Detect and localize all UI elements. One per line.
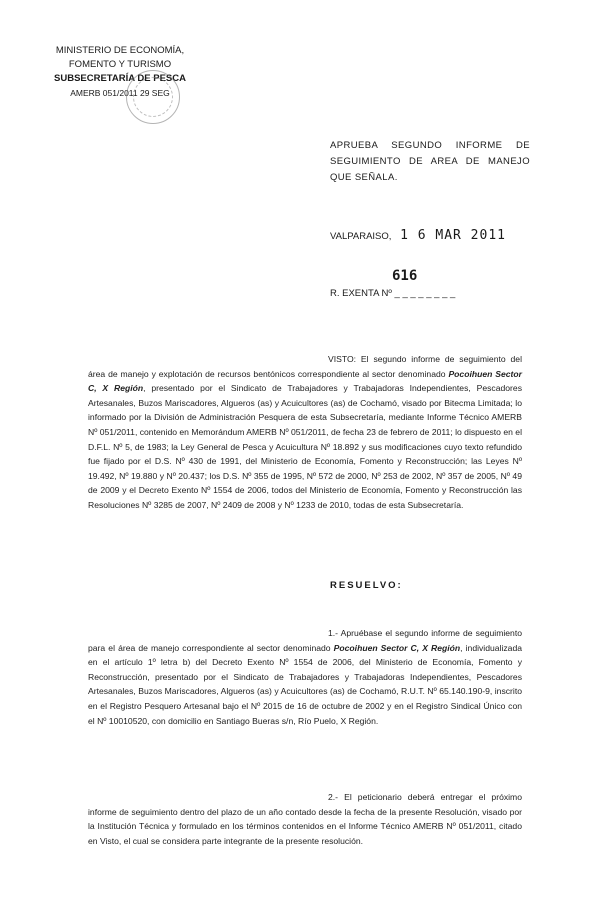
resuelvo-heading: RESUELVO: [330, 580, 403, 591]
official-seal-stamp [126, 70, 180, 124]
visto-place: Pocoihuen Sector C, X Región [88, 368, 522, 394]
date-line [330, 228, 506, 243]
point-1-lead: 1.- [328, 628, 339, 638]
resolution-number: 616 [392, 268, 418, 284]
header-ministry-2: FOMENTO Y TURISMO [68, 59, 172, 70]
header-subsecretaria: SUBSECRETARÍA DE PESCA [54, 73, 186, 84]
point-1-paragraph [88, 626, 522, 728]
resolution-dashes: _ _ _ _ _ _ _ _ [394, 288, 456, 299]
resolution-number-line [330, 268, 456, 299]
header-reference: AMERB 051/2011 29 SEG [70, 88, 170, 98]
point-2-paragraph [88, 790, 522, 848]
resolution-subject: APRUEBA SEGUNDO INFORME DE SEGUIMIENTO DE AREA DE MANEJO QUE SEÑALA. [330, 140, 530, 183]
date-city: VALPARAISO, [330, 231, 392, 242]
point-2-text-1: El peticionario deberá entregar el próximo informe de seguimiento dentro del plazo de un año contado desde la fecha de la presente Resolución, visado por la Institución Técnica y formulado en los términos contenidos en el Informe Técnico AMERB Nº 051/2011, citado en Visto, el cual se considera parte integrante de la presente resolución. [88, 792, 522, 846]
resolution-label: R. EXENTA Nº _ _ _ _ _ _ _ _ [330, 288, 456, 299]
point-2-lead: 2.- [328, 792, 339, 802]
date-stamp: 1 6 MAR 2011 [400, 228, 506, 243]
point-1-text-1: Apruébase el segundo informe de seguimiento para el área de manejo correspondiente al sector denominado [88, 628, 522, 653]
visto-text-2: , presentado por el Sindicato de Trabajadores y Trabajadoras Independientes, Pescadores Artesanales, Buzos Mariscadores, Algueros (as) y Acuicultores (as) de Cochamó, visado por Bitecma Limitada; lo informado por la División de Administración Pesquera de esta Subsecretaría, mediante Informe Técnico AMERB Nº 051/2011, contenido en Memorándum AMERB Nº 051/2011, de fecha 23 de febrero de 2011; lo dispuesto en el D.F.L. Nº 5, de 1983; la Ley General de Pesca y Acuicultura Nº 18.892 y sus modificaciones cuyo texto refundido fue fijado por el D.S. Nº 430 de 1991, del Ministerio de Economía, Fomento y Reconstrucción; las Leyes Nº 19.492, Nº 19.880 y Nº 20.437; los D.S. Nº 355 de 1995, Nº 572 de 2000, Nº 253 de 2002, Nº 357 de 2005, Nº 49 de 2009 y el Decreto Exento Nº 1554 de 2006, todos del Ministerio de Economía, Fomento y Reconstrucción las Resoluciones Nº 3285 de 2007, Nº 2409 de 2008 y Nº 1233 de 2010, todas de esta Subsecretaría. [88, 383, 522, 510]
visto-paragraph [88, 352, 522, 513]
point-1-text-2: , individualizada en el artículo 1º letra b) del Decreto Exento Nº 1554 de 2006, del Ministerio de Economía, Fomento y Reconstrucción, presentado por el Sindicato de Trabajadores y Trabajadoras Independientes, Pescadores Artesanales, Buzos Mariscadores, Algueros (as) y Acuicultores (as) de Cochamó, R.U.T. Nº 65.140.190-9, inscrito en el Registro Pesquero Artesanal bajo el Nº 2015 de 16 de octubre de 2002 y en el Registro Sindical Único con el Nº 10010520, con domicilio en Santiago Bueras s/n, Río Puelo, X Región. [88, 642, 523, 726]
header-ministry: MINISTERIO DE ECONOMÍA, [55, 45, 185, 56]
visto-lead: VISTO: [328, 354, 357, 364]
visto-text-1: El segundo informe de seguimiento del área de manejo y explotación de recursos bentónicos correspondiente al sector denominado [88, 354, 522, 379]
point-1-place: Pocoihuen Sector C, X Región [333, 642, 461, 653]
